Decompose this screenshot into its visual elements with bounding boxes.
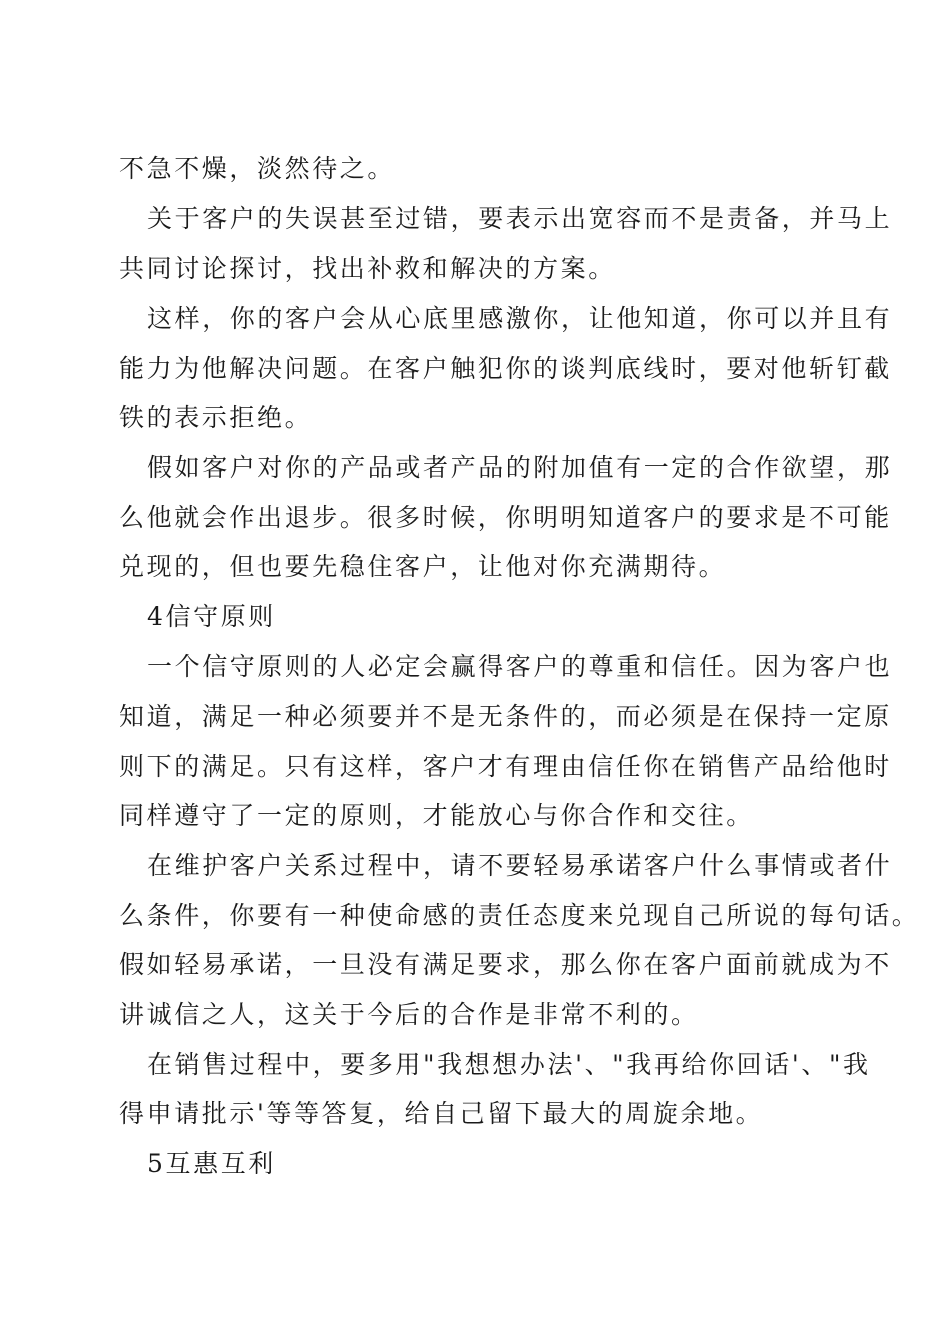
text-line: 同样遵守了一定的原则，才能放心与你合作和交往。 [119,801,754,830]
text-line: 知道，满足一种必须要并不是无条件的，而必须是在保持一定原 [119,702,892,731]
text-line: 么条件，你要有一种使命感的责任态度来兑现自己所说的每句话。 [119,901,920,930]
text-line: 兑现的，但也要先稳住客户，让他对你充满期待。 [119,552,727,581]
text-line: 铁的表示拒绝。 [119,403,313,432]
text-line: 假如轻易承诺，一旦没有满足要求，那么你在客户面前就成为不 [119,950,892,979]
text-line: 则下的满足。只有这样，客户才有理由信任你在销售产品给他时 [119,752,892,781]
text-line: 在销售过程中，要多用"我想想办法'、"我再给你回话'、"我 [147,1050,871,1079]
text-line: 能力为他解决问题。在客户触犯你的谈判底线时，要对他斩钉截 [119,354,892,383]
section-heading: 5互惠互利 [147,1149,276,1178]
section-heading: 4信守原则 [147,602,276,631]
text-line: 在维护客户关系过程中，请不要轻易承诺客户什么事情或者什 [147,851,893,880]
text-line: 得申请批示'等等答复，给自己留下最大的周旋余地。 [119,1099,764,1128]
text-line: 这样，你的客户会从心底里感激你，让他知道，你可以并且有 [147,304,893,333]
text-line: 讲诚信之人，这关于今后的合作是非常不利的。 [119,1000,699,1029]
text-line: 关于客户的失误甚至过错，要表示出宽容而不是责备，并马上 [147,204,893,233]
text-line: 么他就会作出退步。很多时候，你明明知道客户的要求是不可能 [119,503,892,532]
text-line: 不急不燥，淡然待之。 [119,154,396,183]
text-line: 一个信守原则的人必定会赢得客户的尊重和信任。因为客户也 [147,652,893,681]
text-line: 共同讨论探讨，找出补救和解决的方案。 [119,254,616,283]
text-line: 假如客户对你的产品或者产品的附加值有一定的合作欲望，那 [147,453,893,482]
